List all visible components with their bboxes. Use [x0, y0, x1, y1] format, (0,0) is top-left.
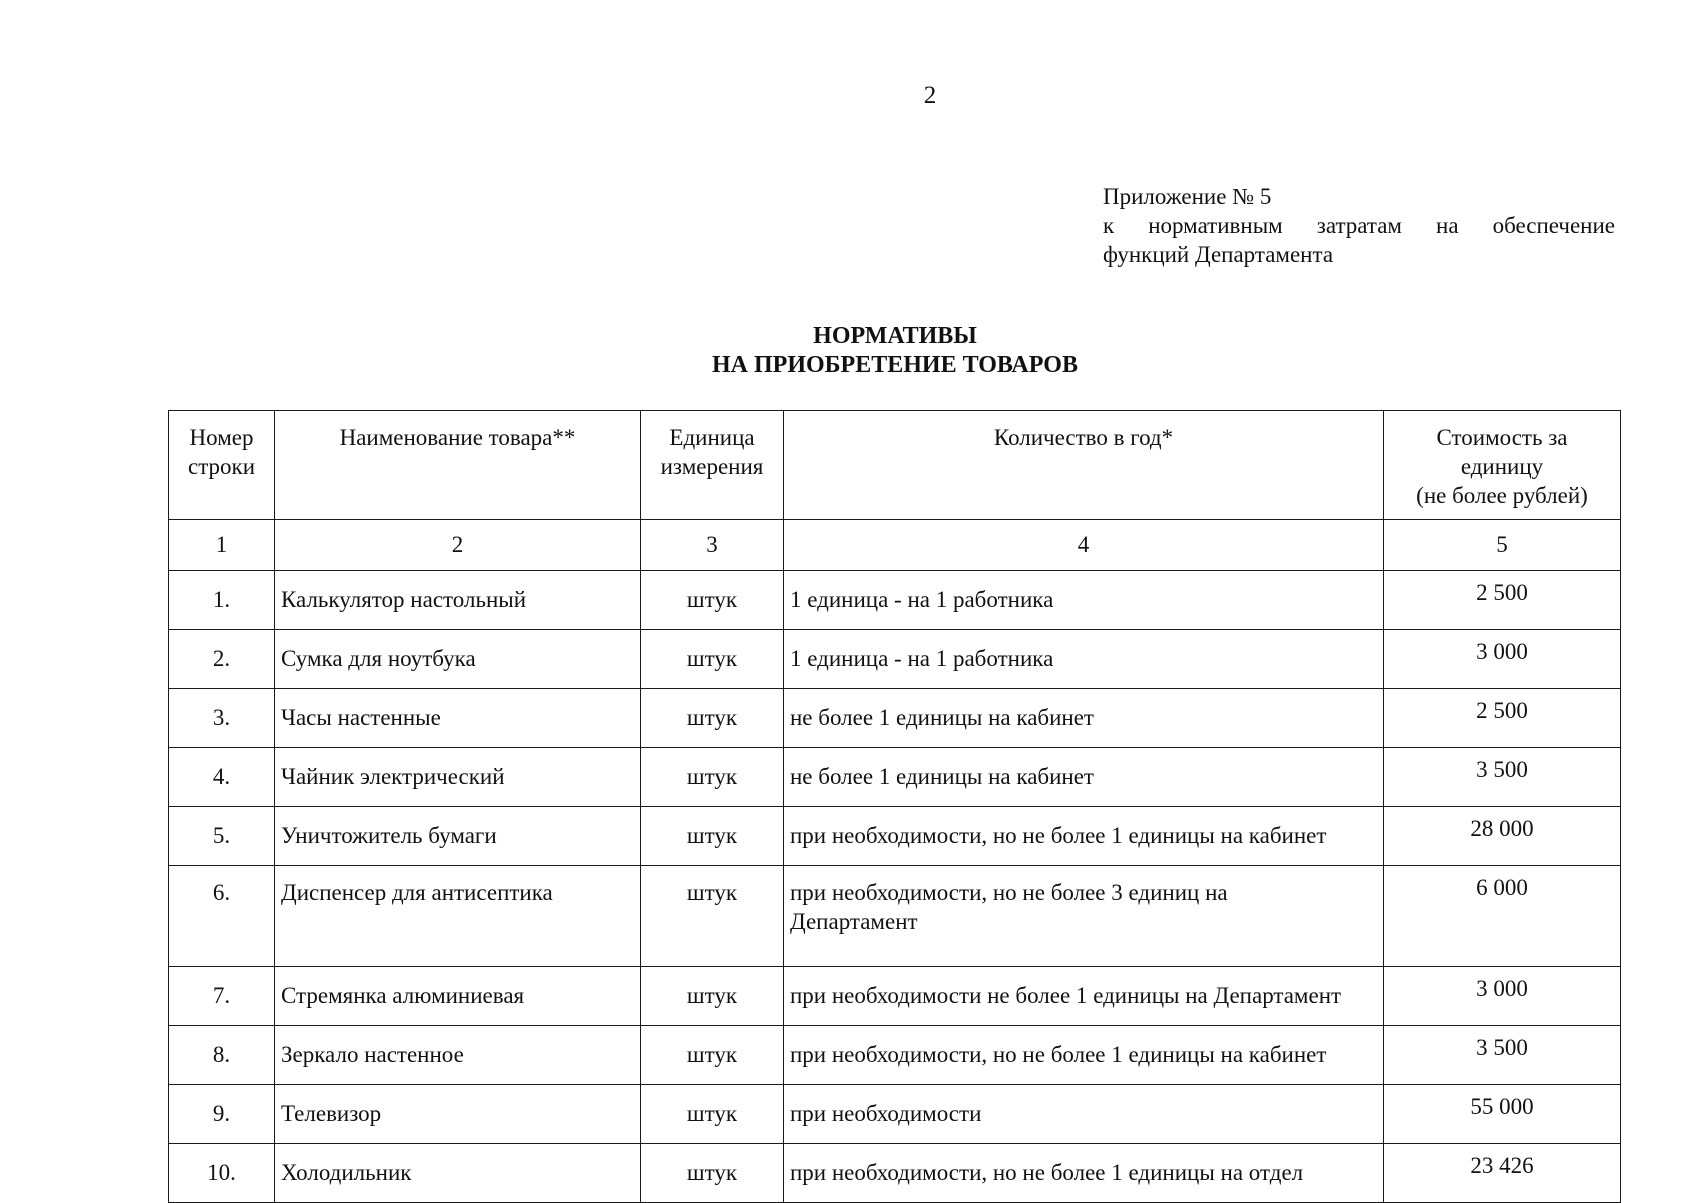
- annex-line-2: функций Департамента: [1103, 242, 1334, 267]
- annex-note: [1103, 182, 1615, 269]
- item-name: Чайник электрический: [275, 748, 641, 807]
- item-name: Уничтожитель бумаги: [275, 807, 641, 866]
- row-number: 9.: [169, 1085, 275, 1144]
- item-price: 2 500: [1384, 571, 1621, 630]
- document-heading: [480, 322, 1310, 380]
- column-number: 2: [275, 520, 641, 571]
- item-price: 3 000: [1384, 630, 1621, 689]
- table-row: [169, 967, 1621, 1026]
- header-unit-price: Стоимость за единицу (не более рублей): [1384, 411, 1621, 520]
- annex-title: Приложение № 5: [1103, 184, 1272, 209]
- table-row: [169, 1085, 1621, 1144]
- item-name: Диспенсер для антисептика: [275, 866, 641, 967]
- norms-table: [168, 410, 1621, 1203]
- annex-line-1: к нормативным затратам на обеспечение: [1103, 213, 1615, 238]
- row-number: 7.: [169, 967, 275, 1026]
- row-number: 4.: [169, 748, 275, 807]
- item-price: 6 000: [1384, 866, 1621, 967]
- table-row: [169, 866, 1621, 967]
- item-unit: штук: [641, 1085, 784, 1144]
- item-unit: штук: [641, 630, 784, 689]
- heading-line-1: НОРМАТИВЫ: [813, 323, 977, 349]
- row-number: 8.: [169, 1026, 275, 1085]
- table-row: [169, 1144, 1621, 1203]
- item-quantity: при необходимости: [784, 1085, 1384, 1144]
- item-name: Сумка для ноутбука: [275, 630, 641, 689]
- item-price: 3 500: [1384, 1026, 1621, 1085]
- header-item-name: Наименование товара**: [275, 411, 641, 520]
- row-number: 10.: [169, 1144, 275, 1203]
- item-quantity: при необходимости, но не более 1 единицы на отдел: [784, 1144, 1384, 1203]
- item-unit: штук: [641, 689, 784, 748]
- item-name: Калькулятор настольный: [275, 571, 641, 630]
- item-unit: штук: [641, 967, 784, 1026]
- table-row: [169, 748, 1621, 807]
- row-number: 5.: [169, 807, 275, 866]
- item-price: 3 000: [1384, 967, 1621, 1026]
- item-name: Часы настенные: [275, 689, 641, 748]
- item-quantity: не более 1 единицы на кабинет: [784, 748, 1384, 807]
- item-unit: штук: [641, 1144, 784, 1203]
- item-unit: штук: [641, 748, 784, 807]
- item-unit: штук: [641, 571, 784, 630]
- item-unit: штук: [641, 866, 784, 967]
- item-unit: штук: [641, 1026, 784, 1085]
- item-name: Зеркало настенное: [275, 1026, 641, 1085]
- header-quantity: Количество в год*: [784, 411, 1384, 520]
- row-number: 1.: [169, 571, 275, 630]
- item-quantity: при необходимости, но не более 1 единицы на кабинет: [784, 1026, 1384, 1085]
- row-number: 6.: [169, 866, 275, 967]
- item-quantity: при необходимости, но не более 3 единиц на Департамент: [784, 866, 1384, 967]
- item-name: Стремянка алюминиевая: [275, 967, 641, 1026]
- column-number: 5: [1384, 520, 1621, 571]
- item-price: 2 500: [1384, 689, 1621, 748]
- heading-line-2: НА ПРИОБРЕТЕНИЕ ТОВАРОВ: [712, 352, 1078, 378]
- row-number: 3.: [169, 689, 275, 748]
- item-price: 55 000: [1384, 1085, 1621, 1144]
- item-price: 3 500: [1384, 748, 1621, 807]
- column-number: 1: [169, 520, 275, 571]
- header-unit: Единица измерения: [641, 411, 784, 520]
- table-row: [169, 689, 1621, 748]
- item-quantity: 1 единица - на 1 работника: [784, 630, 1384, 689]
- table-row: [169, 1026, 1621, 1085]
- item-unit: штук: [641, 807, 784, 866]
- item-name: Холодильник: [275, 1144, 641, 1203]
- table-row: [169, 571, 1621, 630]
- table-row: [169, 807, 1621, 866]
- item-quantity: при необходимости, но не более 1 единицы на кабинет: [784, 807, 1384, 866]
- header-row-number: Номер строки: [169, 411, 275, 520]
- row-number: 2.: [169, 630, 275, 689]
- item-quantity: не более 1 единицы на кабинет: [784, 689, 1384, 748]
- page-number: 2: [923, 82, 937, 109]
- column-number: 4: [784, 520, 1384, 571]
- table-row: [169, 630, 1621, 689]
- table-header-row: [169, 411, 1621, 520]
- item-price: 23 426: [1384, 1144, 1621, 1203]
- item-price: 28 000: [1384, 807, 1621, 866]
- item-quantity: 1 единица - на 1 работника: [784, 571, 1384, 630]
- item-quantity: при необходимости не более 1 единицы на Департамент: [784, 967, 1384, 1026]
- column-number-row: [169, 520, 1621, 571]
- column-number: 3: [641, 520, 784, 571]
- item-name: Телевизор: [275, 1085, 641, 1144]
